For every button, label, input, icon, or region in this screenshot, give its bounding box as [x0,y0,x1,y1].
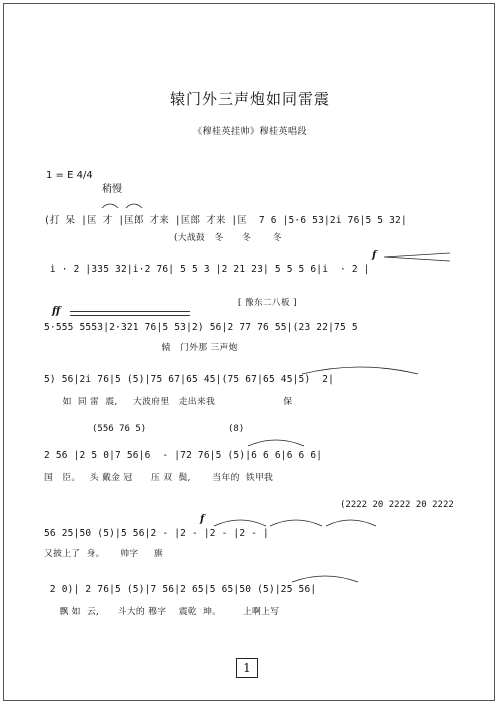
slur-row7 [290,572,360,584]
intro-bracket-row5: (556 76 5) [92,424,147,434]
slur-row1 [100,200,160,210]
notation-row-7: 2 0)| 2 76|5 (5)|7 56|2 65|5 65|50 (5)|25 56| [44,584,317,595]
dynamic-f-2: f [200,514,205,525]
measure-mark-8: (8) [228,424,245,434]
notation-row-5: 2 56 |2 5 0|7 56|6 - |72 76|5 (5)|6 6 6|6 6 6| [44,450,323,461]
lyric-row-6: 又披上了 身。 帅字 旗 [44,549,164,559]
lyric-row-7: 飘 如 云, 斗大的 穆字 震乾 坤。 上啊上写 [44,607,280,617]
slur-row5 [246,436,306,448]
notation-row-6: 56 25|50 (5)|5 56|2 - |2 - |2 - |2 - | [44,528,269,539]
dynamic-f-1: f [372,250,377,261]
notation-row-2: i · 2 |335 32|i·2 76| 5 5 3 |2 21 23| 5 5 5 6|i · 2 | [44,264,370,275]
key-signature: 1 = E 4/4 [46,170,93,181]
tempo-marking: 稍慢 [102,184,122,195]
page-number: 1 [236,658,258,678]
dynamic-ff: ff [52,306,61,317]
banda-banner: [ 豫东二八板 ] [238,298,298,308]
song-subtitle: 《穆桂英挂帅》穆桂英唱段 [192,127,307,137]
notation-row-1: (打 呆 |匡 才 |匡郎 才来 |匡郎 才来 |匡 7 6 |5·6 53|2i 76|5 5 32| [44,215,407,226]
lyric-row-3: 辕 门外那 三声炮 [44,343,238,353]
song-title: 辕门外三声炮如同雷震 [169,90,330,108]
notation-row-3: 5·555 5553|2·321 76|5 53|2) 56|2 77 76 55|(23 22|75 5 [44,322,358,333]
tie-row6 [210,514,380,528]
lyric-row-5: 国 臣。 头 戴金 冠 压 双 鬓, 当年的 铁甲我 [44,473,274,483]
intro-bracket-row6: (2222 20 2222 20 2222 [340,500,454,510]
lyric-row-4: 如 同 雷 震, 大波府里 走出来我 保 [44,397,293,407]
notation-row-4: 5) 56|2i 76|5 (5)|75 67|65 45|(75 67|65 45|5) 2| [44,374,335,385]
crescendo-row2 [382,252,452,262]
lyric-row-1: (大战鼓 冬 冬 冬 [44,233,282,243]
crescendo-line-row3b [70,315,190,316]
crescendo-line-row3 [70,311,190,312]
